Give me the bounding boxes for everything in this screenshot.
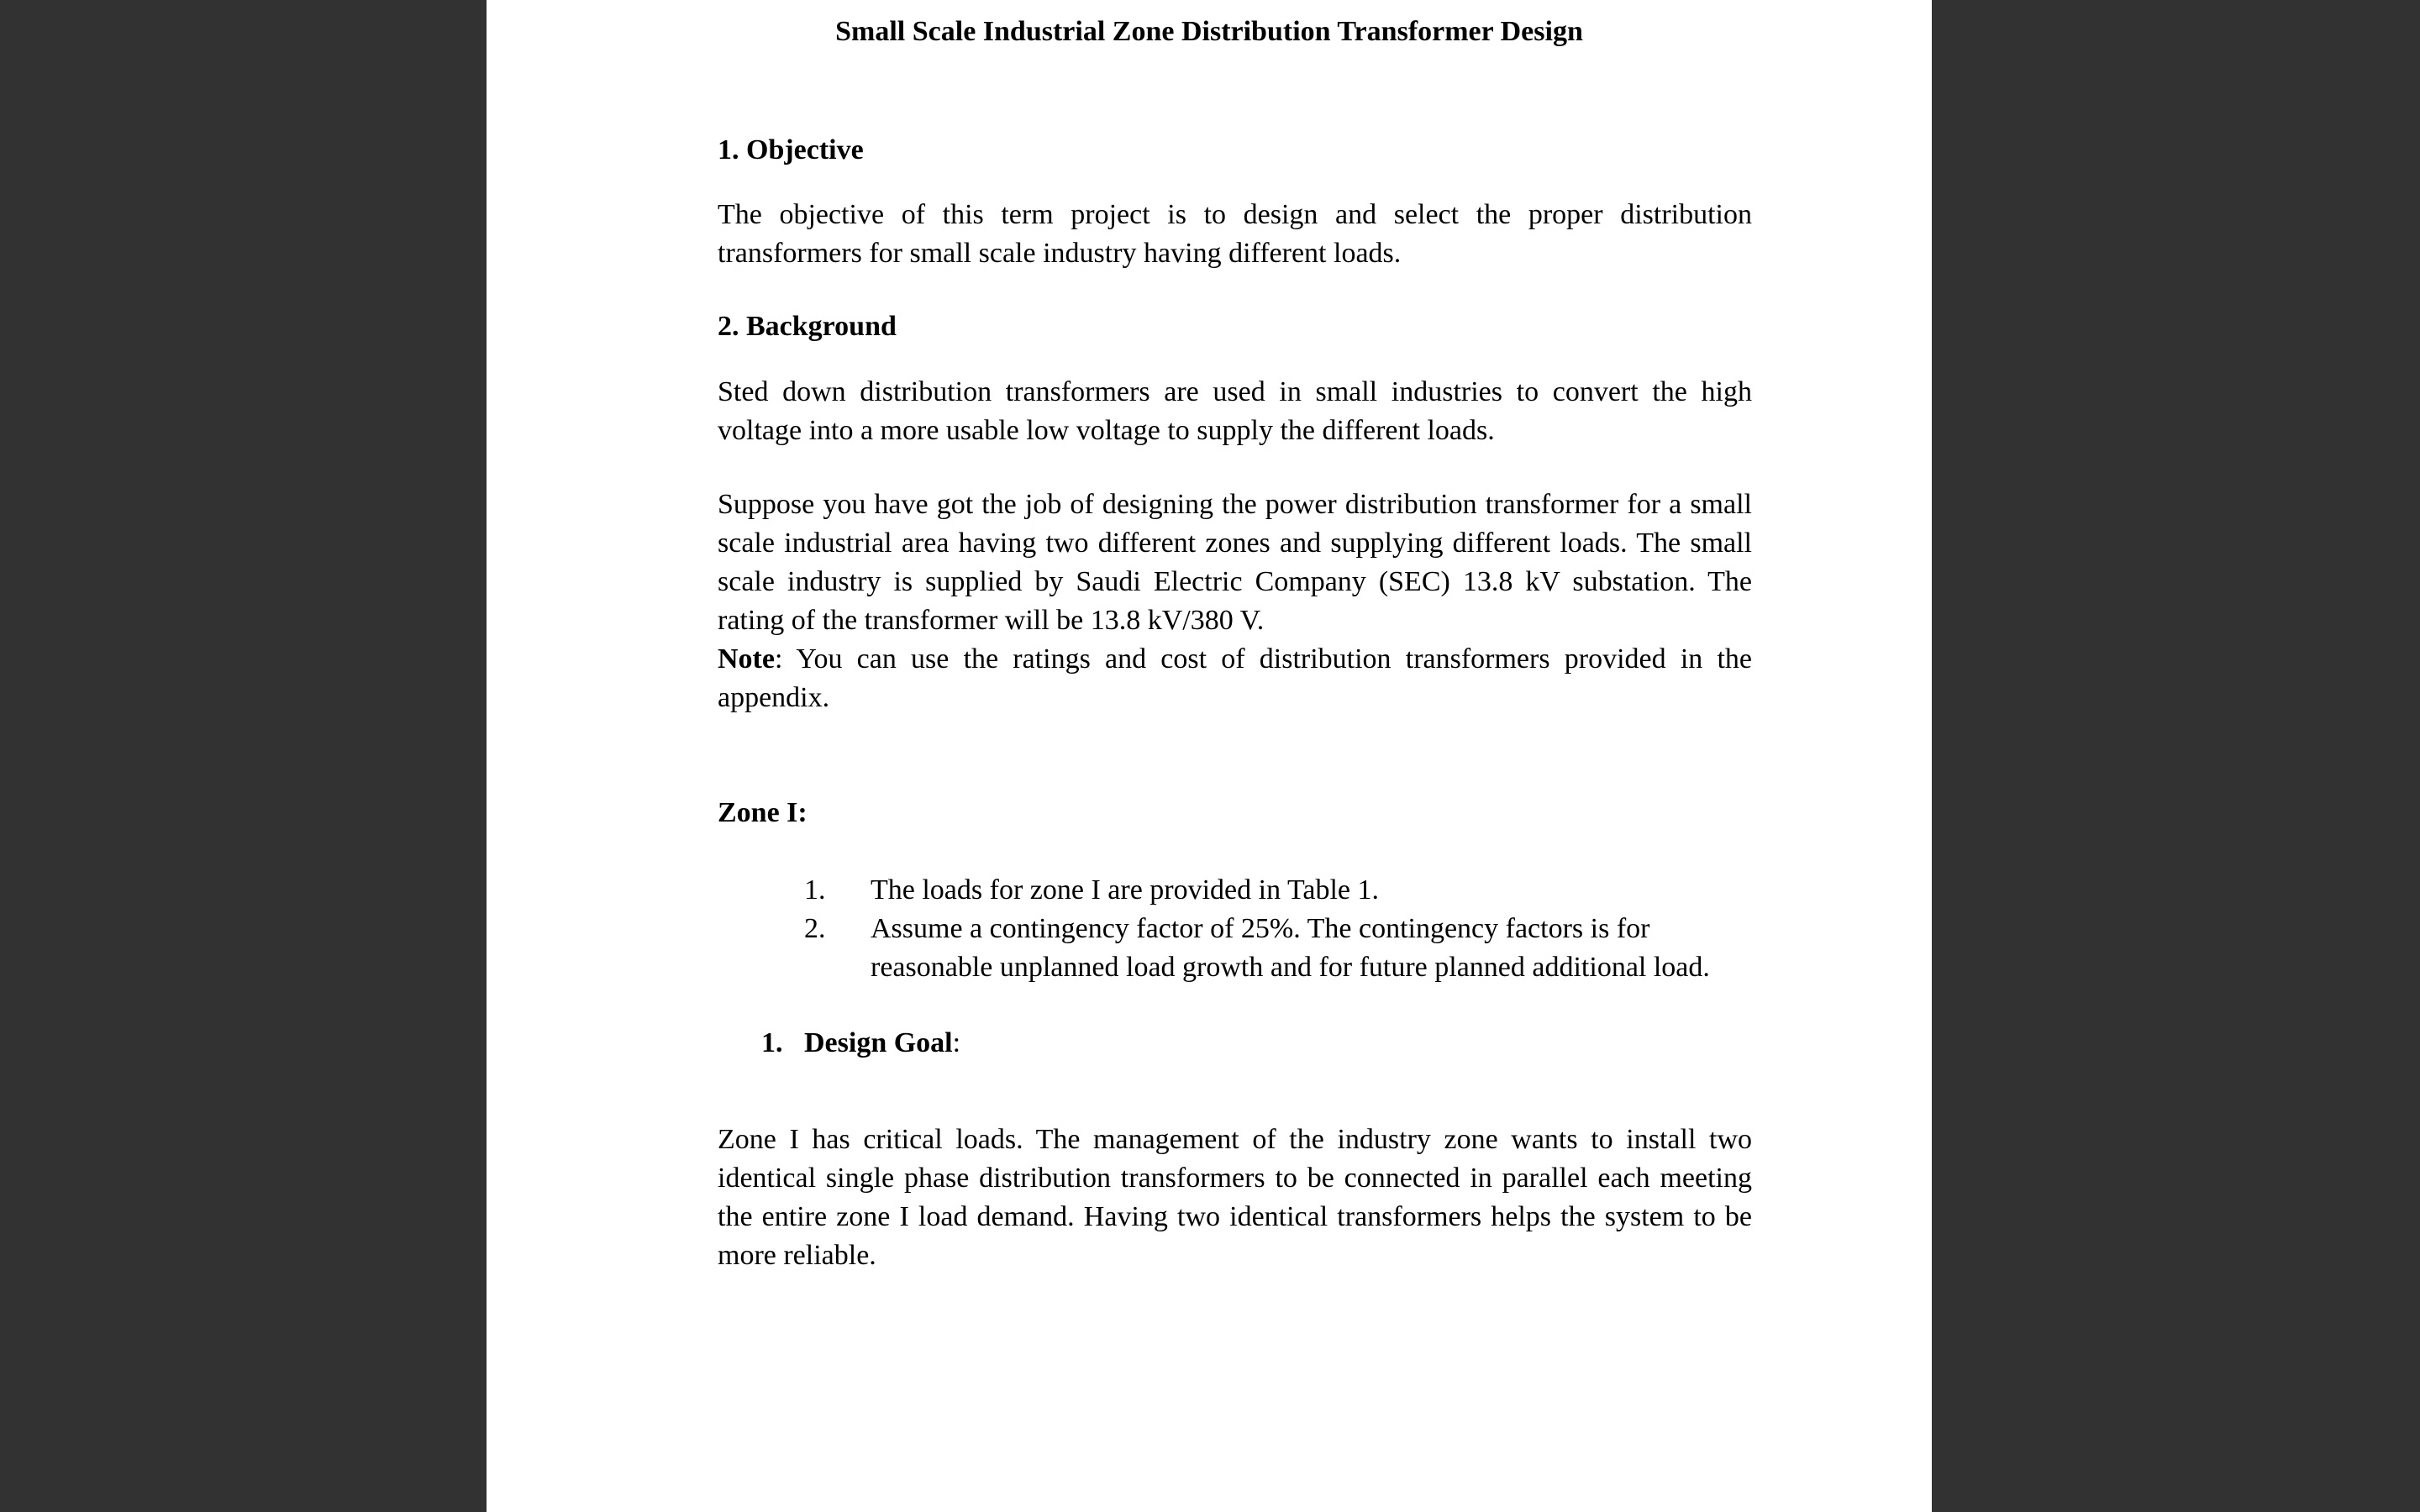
background-paragraph-1: Sted down distribution transformers are used in small industries to convert the high voltage into a more usable low voltage to supply the different loads. <box>718 376 1752 446</box>
list-item <box>718 871 1752 910</box>
design-goal-number: 1. <box>761 1027 783 1058</box>
note-paragraph <box>718 640 1752 717</box>
design-goal-label-wrap <box>804 1025 960 1062</box>
document-page <box>487 0 1932 1512</box>
list-item <box>718 910 1752 987</box>
zone1-heading: Zone I: <box>718 797 808 828</box>
list-item-number: 2. <box>804 913 826 944</box>
list-item-text: The loads for zone I are provided in Table 1. <box>871 874 1379 906</box>
objective-heading: 1. Objective <box>718 134 864 165</box>
background-heading: 2. Background <box>718 311 897 342</box>
design-goal-colon: : <box>952 1027 961 1058</box>
background-paragraph-2: Suppose you have got the job of designing the power distribution transformer for a small scale industrial area having two different zones and supplying different loads. The small scale industry is supplied by Saudi Electric Company (SEC) 13.8 kV substation. The rating of the transformer will be 13.8 kV/380 V. <box>718 489 1752 636</box>
note-label: Note <box>718 643 775 675</box>
zone1-list <box>718 871 1752 987</box>
list-item-text: Assume a contingency factor of 25%. The contingency factors is for reasonable unplanned load growth and for future planned additional load. <box>871 913 1710 983</box>
note-text: : You can use the ratings and cost of distribution transformers provided in the appendix. <box>718 643 1752 713</box>
design-goal-paragraph: Zone I has critical loads. The management of the industry zone wants to install two identical single phase distribution transformers to be connected in parallel each meeting the entire zone I load demand. Having two identical transformers helps the system to be more reliable. <box>718 1124 1752 1271</box>
objective-paragraph: The objective of this term project is to design and select the proper distribution transformers for small scale industry having different loads. <box>718 199 1752 269</box>
document-title: Small Scale Industrial Zone Distribution Transformer Design <box>835 16 1583 47</box>
design-goal-label: Design Goal <box>804 1027 953 1058</box>
list-item-number: 1. <box>804 874 826 906</box>
